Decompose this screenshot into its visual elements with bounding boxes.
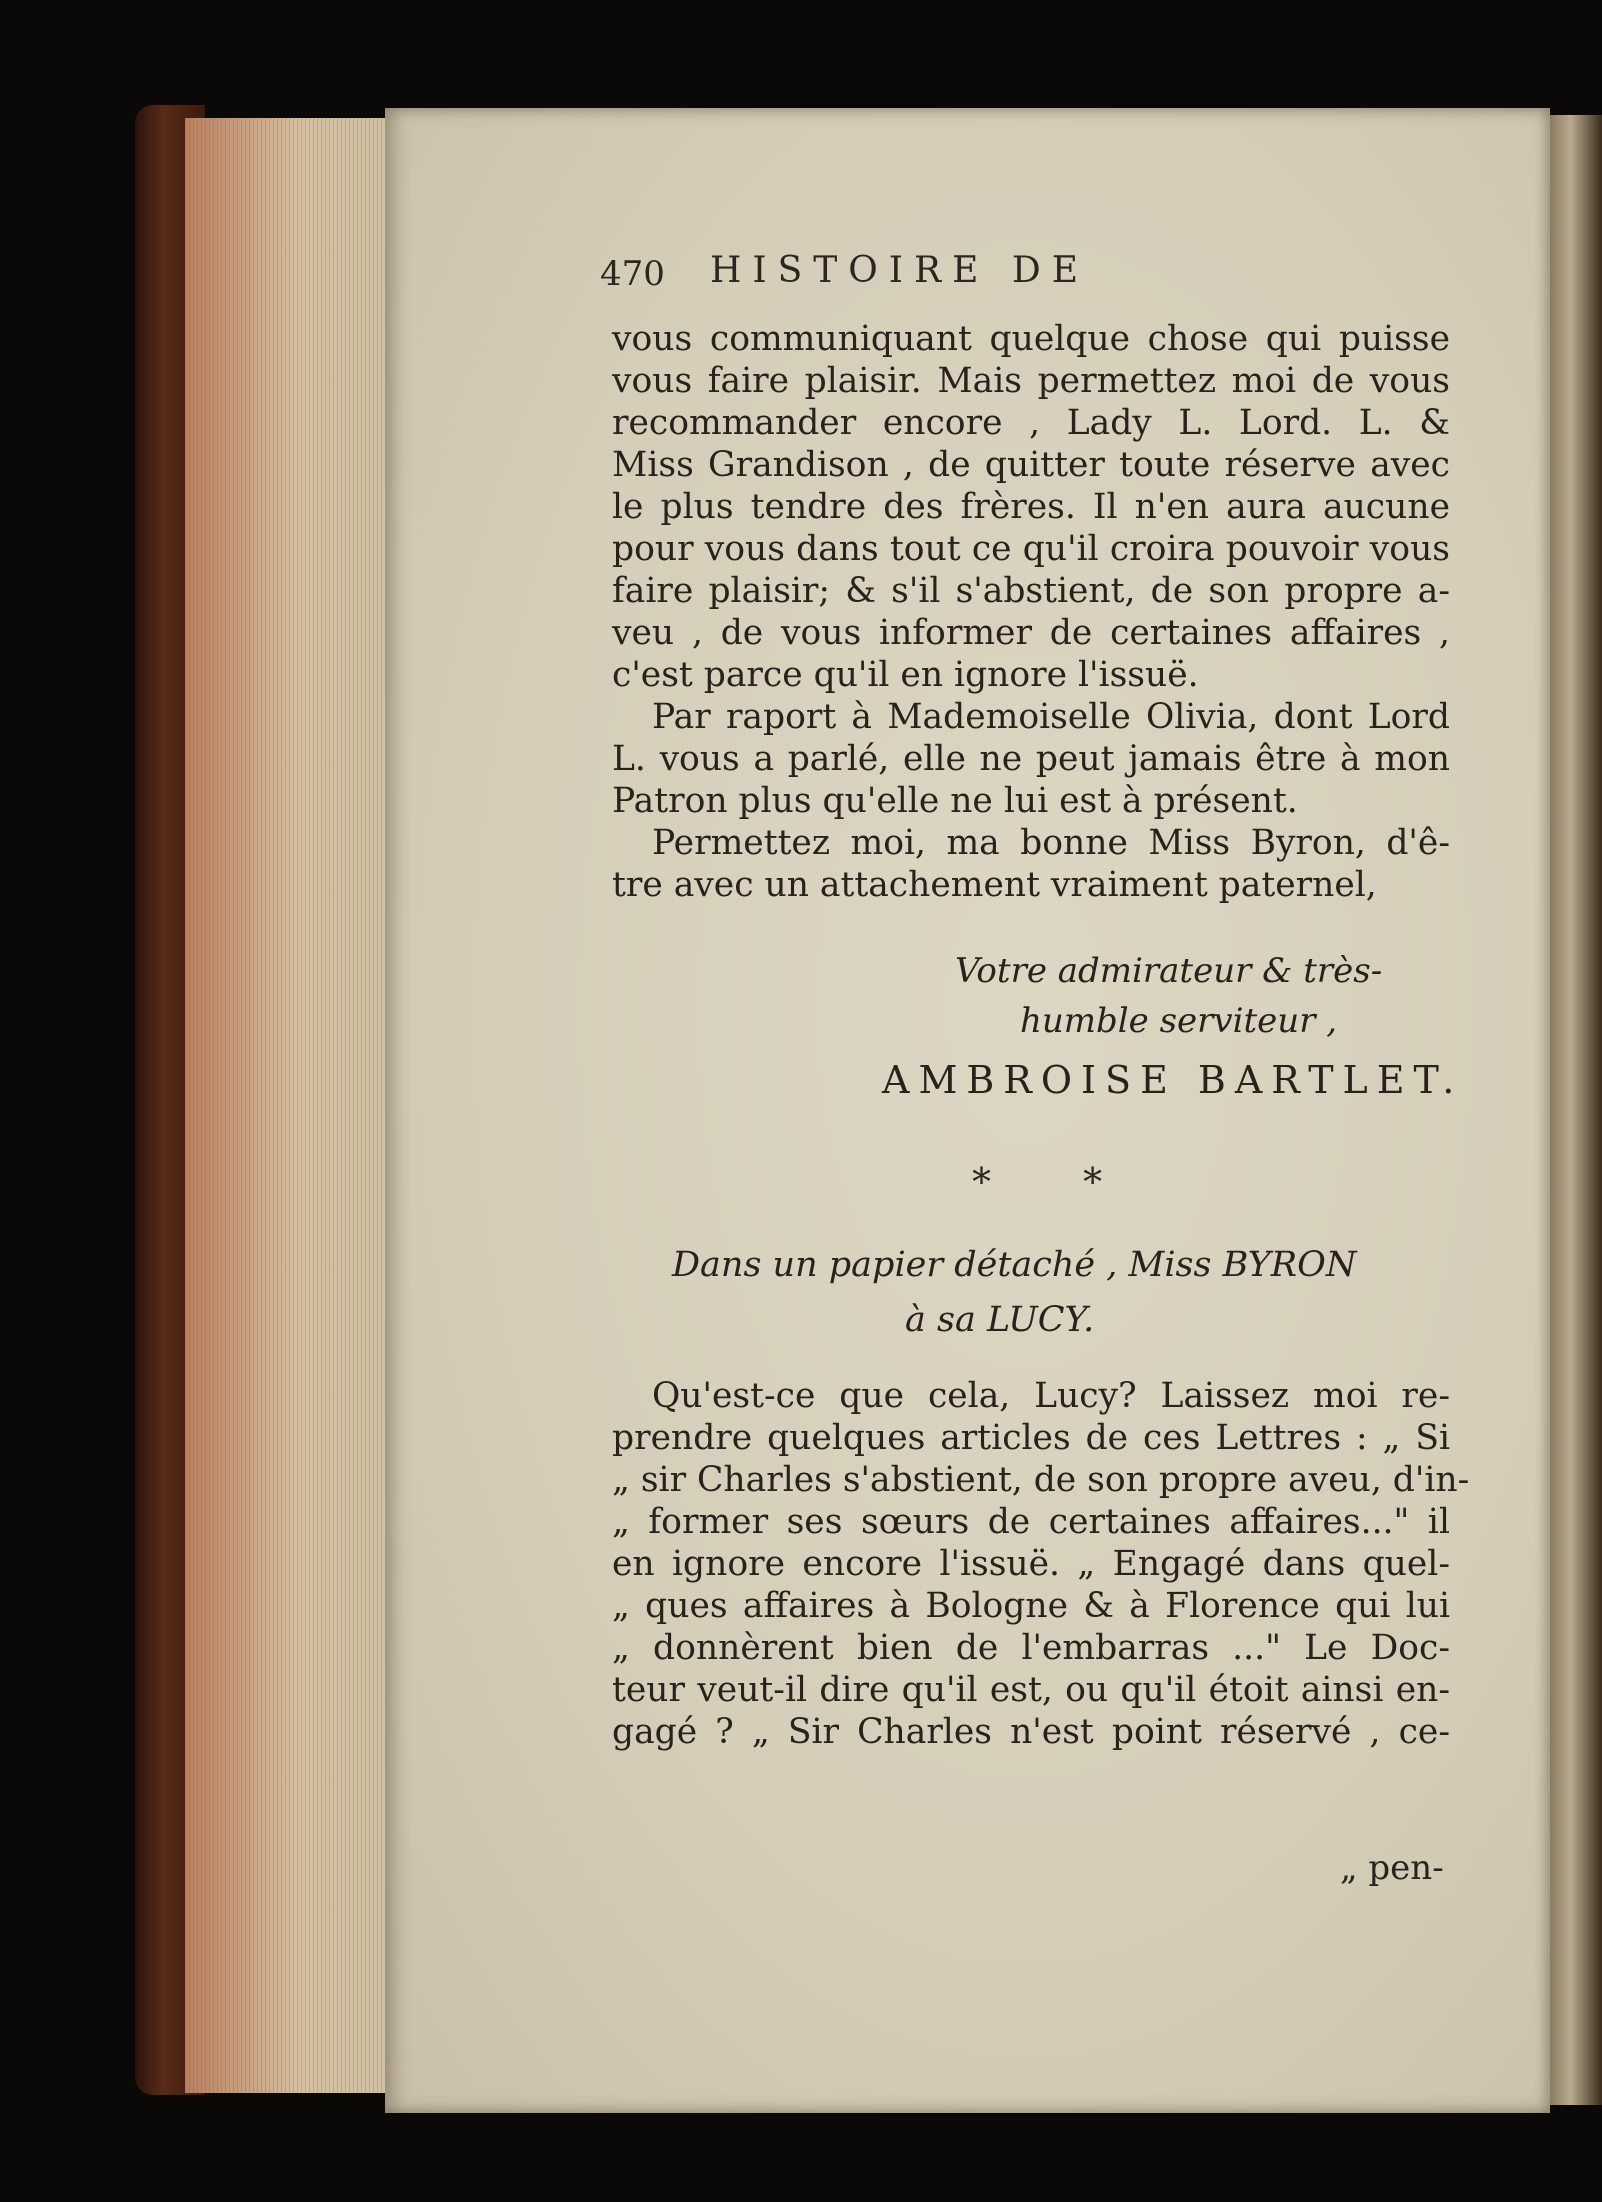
text-line: L. vous a parlé, elle ne peut jamais être à mon (612, 739, 1450, 779)
text-line: „ sir Charles s'abstient, de son propre aveu, d'in- (612, 1460, 1470, 1500)
closing-line: humble serviteur , (1020, 1001, 1338, 1041)
text-line: „ ques affaires à Bologne & à Florence qui lui (612, 1586, 1450, 1626)
text-line: Patron plus qu'elle ne lui est à présent. (612, 781, 1298, 821)
text-line: vous communiquant quelque chose qui puisse (612, 319, 1450, 359)
catchword: „ pen- (1340, 1848, 1444, 1888)
text-line: Qu'est-ce que cela, Lucy? Laissez moi re- (652, 1376, 1450, 1416)
text-line: Miss Grandison , de quitter toute réserve avec (612, 445, 1450, 485)
running-title: HISTOIRE DE (710, 250, 1089, 291)
text-line: teur veut-il dire qu'il est, ou qu'il étoit ainsi en- (612, 1670, 1450, 1710)
section-heading: Dans un papier détaché , Miss BYRON (672, 1245, 1357, 1285)
text-line: vous faire plaisir. Mais permettez moi de vous (612, 361, 1450, 401)
text-line: „ donnèrent bien de l'embarras ..." Le Doc- (612, 1628, 1450, 1668)
text-line: prendre quelques articles de ces Lettres : „ Si (612, 1418, 1450, 1458)
text-line: c'est parce qu'il en ignore l'issuë. (612, 655, 1199, 695)
text-line: gagé ? „ Sir Charles n'est point réservé , ce- (612, 1712, 1450, 1752)
text-line: pour vous dans tout ce qu'il croira pouvoir vous (612, 529, 1450, 569)
text-line: veu , de vous informer de certaines affaires , (612, 613, 1450, 653)
facing-page-edge (1550, 115, 1602, 2105)
text-line: Par raport à Mademoiselle Olivia, dont Lord (652, 697, 1450, 737)
running-head (600, 250, 1360, 300)
page-edges (185, 118, 395, 2093)
section-separator: * * (972, 1160, 1143, 1204)
text-line: Permettez moi, ma bonne Miss Byron, d'ê- (652, 823, 1450, 863)
text-line: „ former ses sœurs de certaines affaires..." il (612, 1502, 1450, 1542)
signature: AMBROISE BARTLET. (882, 1058, 1464, 1102)
text-line: tre avec un attachement vraiment paternel, (612, 865, 1377, 905)
text-line: le plus tendre des frères. Il n'en aura aucune (612, 487, 1450, 527)
text-line: en ignore encore l'issuë. „ Engagé dans quel- (612, 1544, 1450, 1584)
text-line: recommander encore , Lady L. Lord. L. & (612, 403, 1450, 443)
closing-line: Votre admirateur & très- (955, 951, 1383, 991)
text-line: faire plaisir; & s'il s'abstient, de son propre a- (612, 571, 1450, 611)
section-heading: à sa LUCY. (905, 1300, 1095, 1340)
page-number: 470 (600, 254, 665, 294)
